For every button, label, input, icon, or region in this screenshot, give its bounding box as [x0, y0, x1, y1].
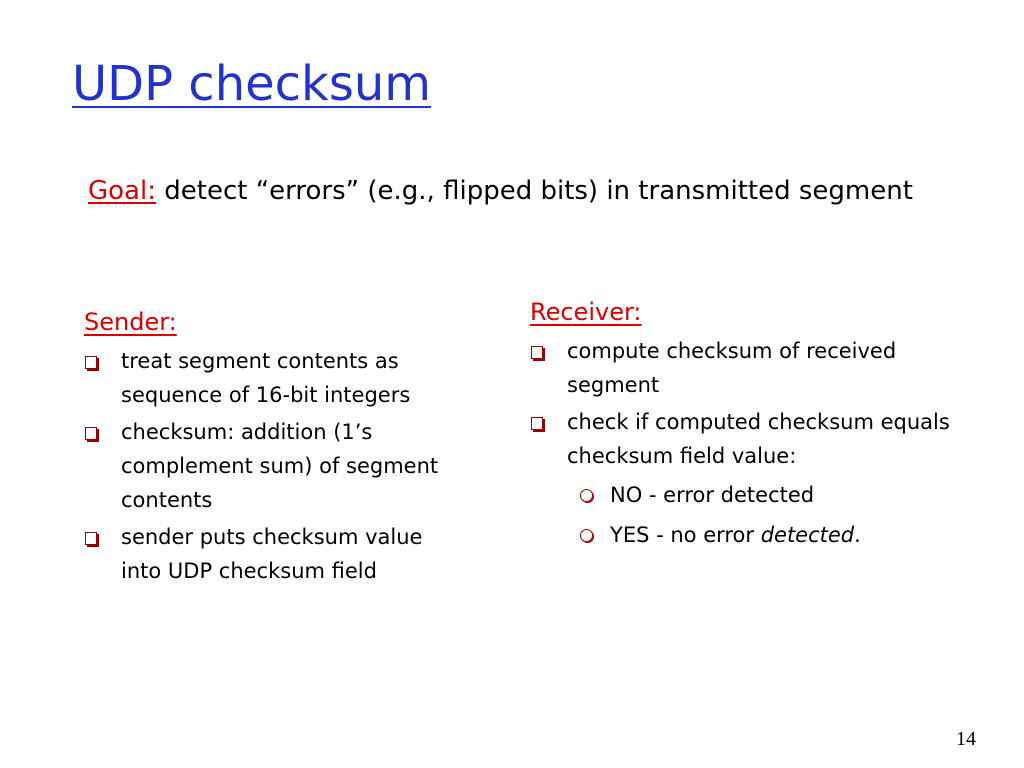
receiver-sub-list [567, 475, 960, 555]
sender-column [84, 304, 464, 591]
goal-line [88, 172, 978, 210]
receiver-bullet [530, 334, 960, 402]
square-bullet-icon [531, 417, 543, 430]
sender-bullet-text: treat segment contents as sequence of 16-bit integers [121, 349, 411, 407]
receiver-sub-bullet-text: YES - no error [610, 523, 761, 547]
receiver-sub-bullet [567, 475, 960, 515]
sender-bullet-text: checksum: addition (1’s complement sum) of segment contents [121, 420, 439, 512]
receiver-sub-bullet-text: NO - error detected [610, 483, 815, 507]
circle-bullet-icon [580, 529, 593, 542]
receiver-bullet-list [530, 334, 960, 555]
square-bullet-icon [85, 427, 97, 440]
page-number: 14 [956, 728, 976, 750]
goal-text: detect “errors” (e.g., flipped bits) in transmitted segment [155, 176, 913, 206]
sender-bullet [84, 344, 464, 412]
receiver-bullet [530, 405, 960, 555]
square-bullet-icon [531, 346, 543, 359]
receiver-sub-bullet [567, 515, 960, 555]
receiver-bullet-text: check if computed checksum equals checksum field value: [567, 410, 950, 468]
circle-bullet-icon [580, 489, 593, 502]
receiver-bullet-text: compute checksum of received segment [567, 339, 897, 397]
receiver-heading: Receiver: [530, 298, 642, 326]
sender-bullet [84, 520, 464, 588]
sender-heading: Sender: [84, 308, 177, 336]
receiver-column [530, 294, 960, 558]
receiver-sub-bullet-trailing: . [854, 523, 861, 547]
sender-bullet [84, 415, 464, 517]
sender-bullet-list [84, 344, 464, 588]
square-bullet-icon [85, 356, 97, 369]
sender-bullet-text: sender puts checksum value into UDP checksum field [121, 525, 423, 583]
square-bullet-icon [85, 532, 97, 545]
receiver-sub-bullet-emphasis: detected [760, 523, 855, 547]
slide-title: UDP checksum [72, 56, 432, 112]
goal-statement [88, 172, 978, 210]
goal-label: Goal: [88, 176, 156, 206]
